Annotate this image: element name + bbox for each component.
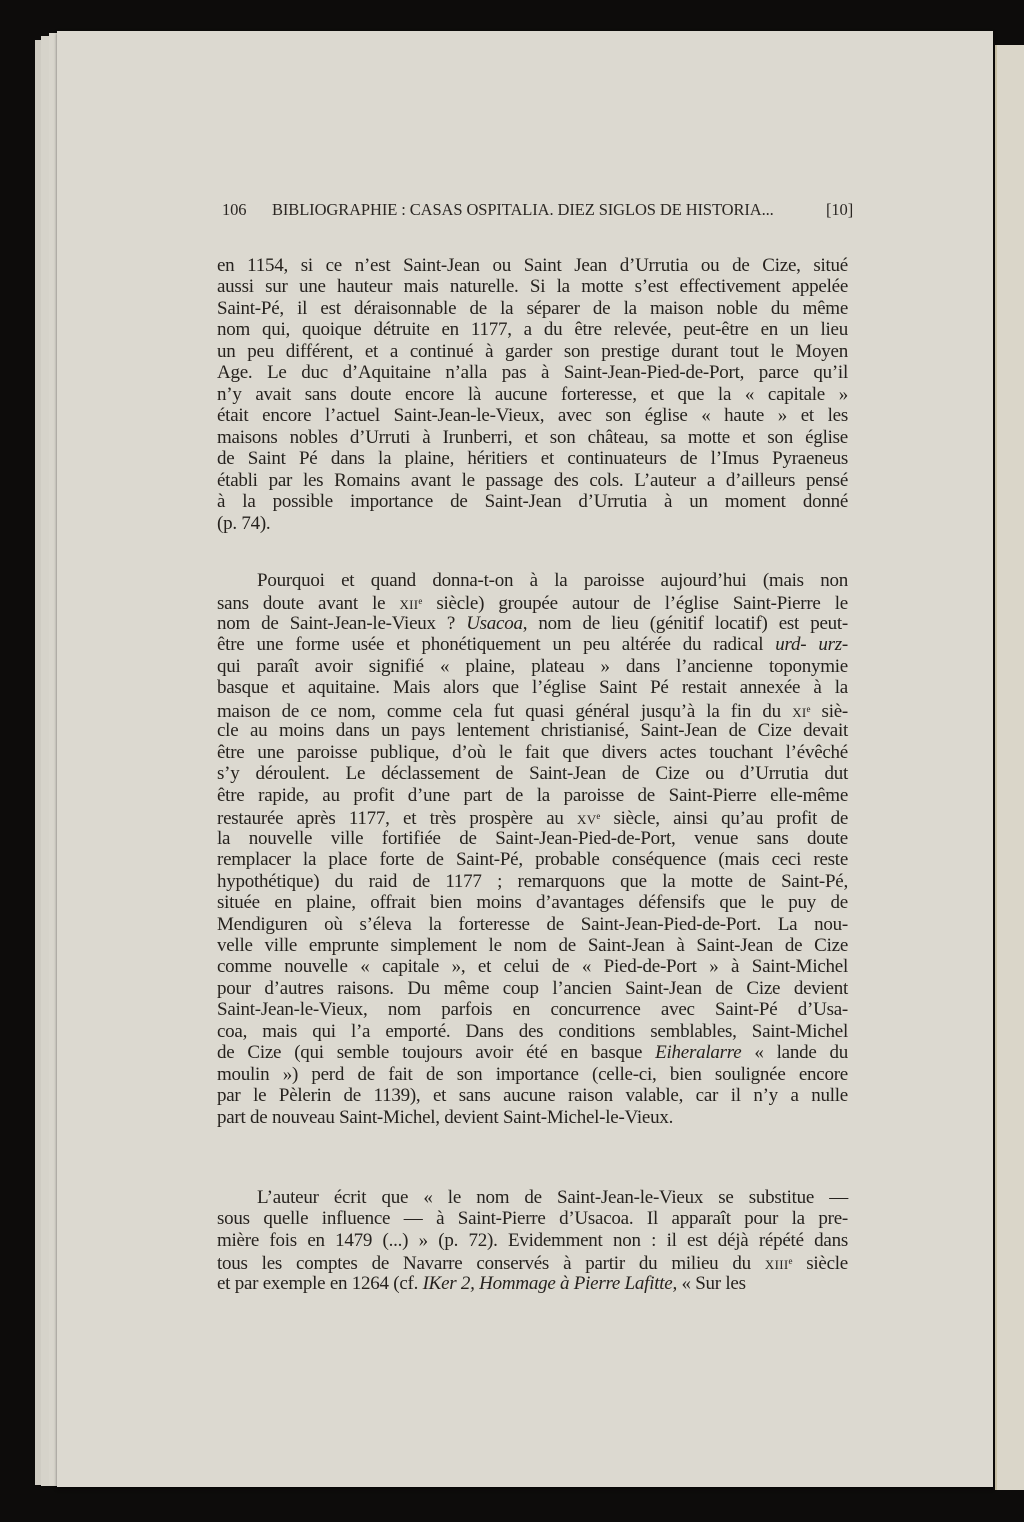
text-span: à la possible importance de Saint-Jean d’Urrutia à un moment donné — [217, 491, 848, 513]
text-span: Saint-Pé, il est déraisonnable de la séparer de la maison noble du même — [217, 297, 848, 319]
text-line — [217, 591, 848, 615]
text-span: et par exemple en 1264 (cf. — [217, 1272, 423, 1294]
text-span: de Saint Pé dans la plaine, héritiers et continuateurs de l’Imus Pyraeneus — [217, 448, 848, 470]
text-span: aussi sur une hauteur mais naturelle. Si la motte s’est effectivement appelée — [217, 276, 848, 298]
text-line — [217, 470, 848, 491]
text-span: , nom de lieu (génitif locatif) est peut- — [522, 612, 848, 634]
text-line — [217, 1251, 848, 1275]
italic-text: urd- urz- — [775, 634, 848, 656]
text-span: moulin ») perd de fait de son importance (celle-ci, bien soulignée encore — [217, 1063, 848, 1085]
text-span: basque et aquitaine. Mais alors que l’église Saint Pé restait annexée à la — [217, 677, 848, 699]
text-line — [217, 513, 848, 534]
text-line — [217, 1230, 848, 1251]
text-span: siècle — [792, 1253, 848, 1275]
text-line — [217, 871, 848, 892]
text-line — [217, 298, 848, 319]
century-numeral: e — [596, 811, 601, 822]
paragraph-2 — [217, 570, 848, 1128]
text-span: L’auteur écrit que « le nom de Saint-Jean-le-Vieux se substitue — — [257, 1187, 848, 1208]
text-span: maison de ce nom, comme cela fut quasi général jusqu’à la fin du — [217, 700, 793, 722]
text-span: « Sur les — [676, 1272, 746, 1294]
text-line — [217, 742, 848, 763]
text-span: (p. 74). — [217, 512, 271, 534]
text-span: comme nouvelle « capitale », et celui de « Pied-de-Port » à Saint-Michel — [217, 956, 848, 978]
text-span: par le Pèlerin de 1139), et sans aucune raison valable, car il n’y a nulle — [217, 1085, 848, 1107]
text-line — [217, 384, 848, 405]
text-span: Pourquoi et quand donna-t-on à la paroisse aujourd’hui (mais non — [257, 570, 848, 591]
text-line — [217, 448, 848, 469]
text-span: pour d’autres raisons. Du même coup l’ancien Saint-Jean de Cize devient — [217, 977, 848, 999]
text-span: être une paroisse publique, d’où le fait que divers actes touchant l’évêché — [217, 741, 848, 763]
text-span: établi par les Romains avant le passage des cols. L’auteur a d’ailleurs pensé — [217, 469, 848, 491]
text-span: la nouvelle ville fortifiée de Saint-Jean-Pied-de-Port, venue sans doute — [217, 827, 848, 849]
text-span: hypothétique) du raid de 1177 ; remarquons que la motte de Saint-Pé, — [217, 870, 848, 892]
text-span: velle ville emprunte simplement le nom de Saint-Jean à Saint-Jean de Cize — [217, 934, 848, 956]
text-span: n’y avait sans doute encore là aucune forteresse, et que la « capitale » — [217, 383, 848, 405]
century-numeral: e — [788, 1256, 793, 1267]
paragraph-1 — [217, 255, 848, 534]
text-span: qui paraît avoir signifié « plaine, plateau » dans l’ancienne toponymie — [217, 655, 848, 677]
text-span: mière fois en 1479 (...) » (p. 72). Evidemment non : il est déjà répété dans — [217, 1229, 848, 1251]
text-span: être rapide, au profit d’une part de la paroisse de Saint-Pierre elle-même — [217, 784, 848, 806]
text-span: était encore l’actuel Saint-Jean-le-Vieux, avec son église « haute » et les — [217, 405, 848, 427]
text-line — [217, 1208, 848, 1229]
adjacent-page-edge — [995, 45, 1024, 1490]
text-line — [217, 341, 848, 362]
running-title: BIBLIOGRAPHIE : CASAS OSPITALIA. DIEZ SIGLOS DE HISTORIA... — [272, 200, 774, 219]
text-span: maisons nobles d’Urruti à Irunberri, et son château, sa motte et son église — [217, 426, 848, 448]
italic-text: IKer 2, Hommage à Pierre Lafitte, — [422, 1272, 677, 1294]
text-span: Age. Le duc d’Aquitaine n’alla pas à Saint-Jean-Pied-de-Port, parce qu’il — [217, 362, 848, 384]
text-line — [217, 914, 848, 935]
text-line — [217, 613, 848, 634]
text-line — [217, 362, 848, 383]
text-span: sous quelle influence — à Saint-Pierre d’Usacoa. Il apparaît pour la pre- — [217, 1208, 848, 1230]
text-span: part de nouveau Saint-Michel, devient Saint-Michel-le-Vieux. — [217, 1106, 674, 1128]
text-span: être une forme usée et phonétiquement un peu altérée du radical — [217, 634, 776, 656]
text-line — [217, 828, 848, 849]
text-span: nom qui, quoique détruite en 1177, a du être relevée, peut-être en un lieu — [217, 319, 848, 341]
text-line — [217, 1273, 848, 1294]
text-line — [217, 956, 848, 977]
text-span: s’y déroulent. Le déclassement de Saint-Jean de Cize ou d’Urrutia dut — [217, 763, 848, 785]
century-numeral: e — [806, 703, 811, 714]
century-numeral: XII — [399, 597, 419, 613]
text-line — [217, 570, 848, 591]
text-line — [217, 255, 848, 276]
text-span: un peu différent, et a continué à garder son prestige durant tout le Moyen — [217, 340, 848, 362]
text-line — [217, 1064, 848, 1085]
text-span: coa, mais qui l’a emporté. Dans des conditions semblables, Saint-Michel — [217, 1020, 848, 1042]
text-line — [217, 785, 848, 806]
text-line — [217, 699, 848, 720]
text-span: nom de Saint-Jean-le-Vieux ? — [217, 612, 467, 634]
century-numeral: XV — [577, 812, 597, 828]
text-span: de Cize (qui semble toujours avoir été en basque — [217, 1042, 656, 1064]
text-line — [217, 405, 848, 426]
text-line — [217, 763, 848, 784]
text-line — [217, 849, 848, 870]
text-span: Saint-Jean-le-Vieux, nom parfois en concurrence avec Saint-Pé d’Usa- — [217, 999, 848, 1021]
century-numeral: XI — [792, 704, 807, 720]
text-line — [217, 1107, 848, 1128]
text-span: remplacer la place forte de Saint-Pé, probable conséquence (mais ceci reste — [217, 849, 848, 871]
text-line — [217, 1085, 848, 1106]
paragraph-3 — [217, 1187, 848, 1294]
text-span: tous les comptes de Navarre conservés à partir du milieu du — [217, 1253, 765, 1275]
page-number: 106 — [222, 200, 247, 219]
text-line — [217, 634, 848, 655]
text-span: siècle, ainsi qu’au profit de — [600, 808, 849, 830]
text-span: siè- — [810, 700, 848, 722]
text-span: « lande du — [741, 1042, 848, 1064]
text-line — [217, 978, 848, 999]
text-line — [217, 677, 848, 698]
section-number: [10] — [826, 200, 854, 219]
text-line — [217, 656, 848, 677]
text-span: Mendiguren où s’éleva la forteresse de Saint-Jean-Pied-de-Port. La nou- — [217, 913, 848, 935]
text-line — [217, 491, 848, 512]
text-line — [217, 720, 848, 741]
italic-text: Eiheralarre — [655, 1042, 742, 1064]
text-line — [217, 892, 848, 913]
italic-text: Usacoa — [466, 612, 523, 634]
text-line — [217, 1021, 848, 1042]
text-line — [217, 1187, 848, 1208]
text-line — [217, 1042, 848, 1063]
text-span: restaurée après 1177, et très prospère au — [217, 808, 577, 830]
century-numeral: XIII — [764, 1257, 789, 1273]
text-span: siècle) groupée autour de l’église Saint-Pierre le — [422, 593, 848, 615]
text-span: cle au moins dans un pays lentement christianisé, Saint-Jean de Cize devait — [217, 720, 848, 742]
text-line — [217, 935, 848, 956]
text-span: sans doute avant le — [217, 593, 400, 615]
text-line — [217, 319, 848, 340]
text-line — [217, 276, 848, 297]
text-line — [217, 427, 848, 448]
text-line — [217, 806, 849, 830]
century-numeral: e — [418, 596, 423, 607]
text-line — [217, 999, 848, 1020]
text-span: en 1154, si ce n’est Saint-Jean ou Saint Jean d’Urrutia ou de Cize, situé — [217, 255, 848, 276]
text-span: située en plaine, offrait bien moins d’avantages défensifs que le puy de — [217, 892, 848, 914]
